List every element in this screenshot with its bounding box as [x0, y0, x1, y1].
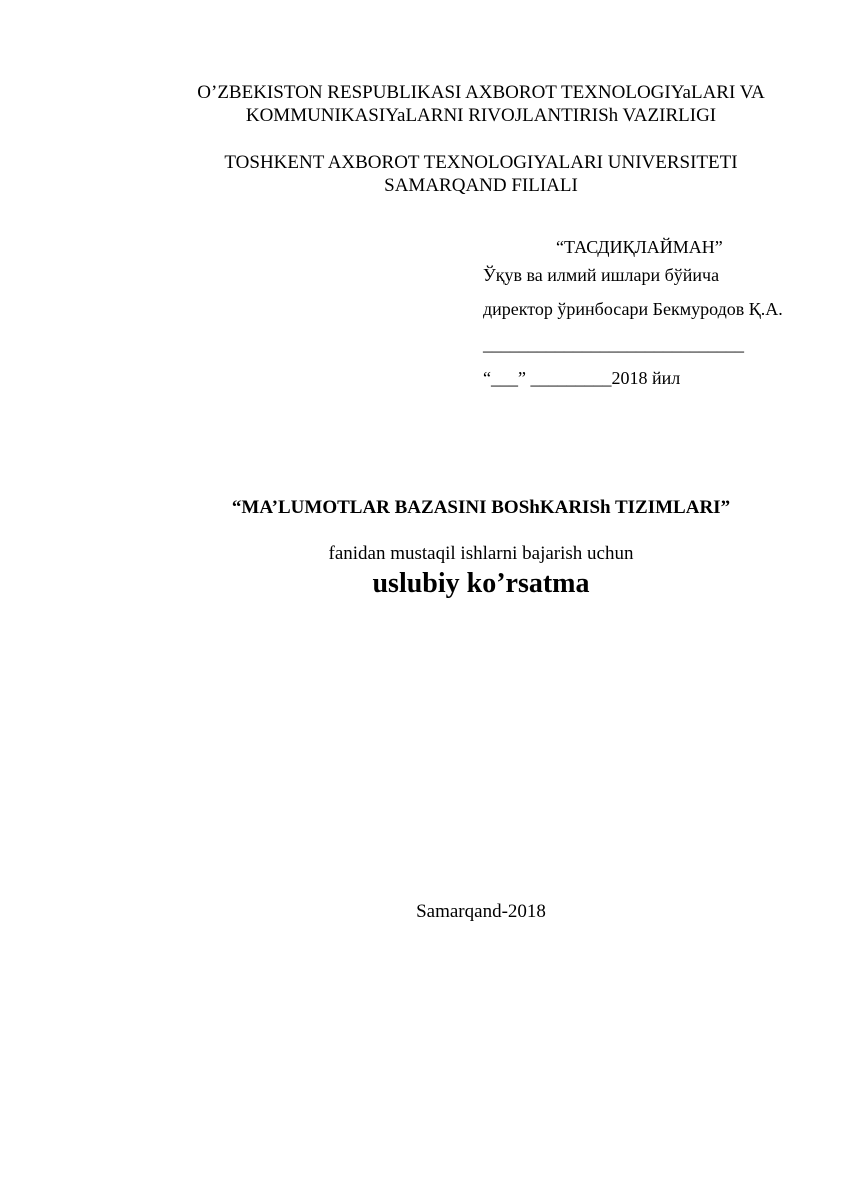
- university-name-line-1: TOSHKENT AXBOROT TEXNOLOGIYALARI UNIVERSITETI: [224, 152, 738, 173]
- approval-position-line-1: Ўқув ва илмий ишлари бўйича: [483, 265, 720, 285]
- place-and-year: Samarqand-2018: [416, 901, 546, 922]
- document-type-title: uslubiy ko’rsatma: [372, 568, 590, 599]
- approval-title: “ТАСДИҚЛАЙМАН”: [556, 237, 723, 257]
- approval-date-line: “___” _________2018 йил: [483, 368, 681, 388]
- ministry-name-line-1: O’ZBEKISTON RESPUBLIKASI AXBOROT TEXNOLOGIYaLARI VA: [197, 82, 765, 103]
- document-subtitle: fanidan mustaqil ishlarni bajarish uchun: [328, 543, 634, 564]
- university-name-line-2: SAMARQAND FILIALI: [384, 175, 578, 196]
- subject-title: “MA’LUMOTLAR BAZASINI BOShKARISh TIZIMLARI”: [231, 497, 731, 518]
- ministry-name-line-2: KOMMUNIKASIYaLARNI RIVOJLANTIRISh VAZIRLIGI: [245, 105, 717, 126]
- approval-position-line-2: директор ўринбосари Бекмуродов Қ.А.: [483, 299, 783, 319]
- signature-line: _____________________________: [483, 334, 744, 354]
